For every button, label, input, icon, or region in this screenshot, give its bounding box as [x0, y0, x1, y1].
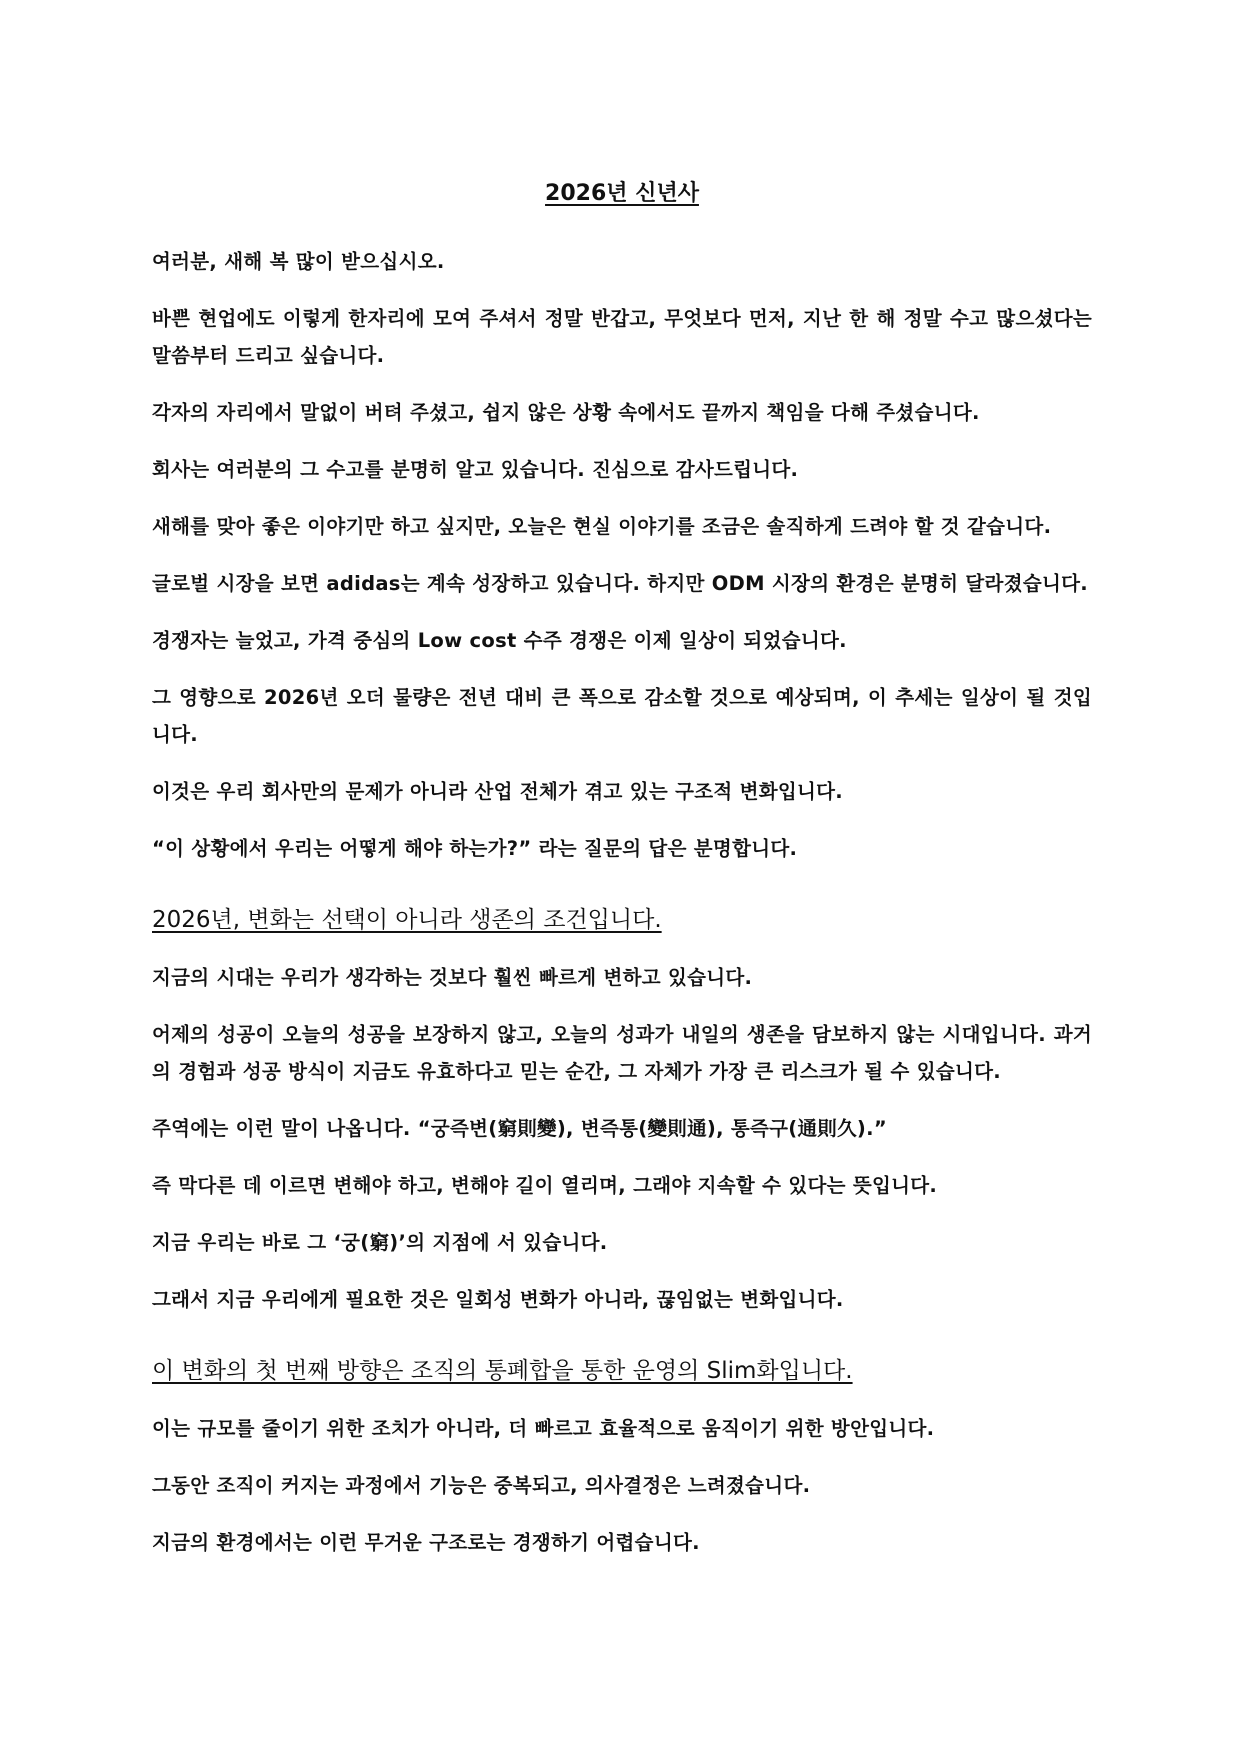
document-title: 2026년 신년사	[545, 181, 699, 206]
paragraph: 여러분, 새해 복 많이 받으십시오.	[152, 249, 445, 273]
paragraph: 경쟁자는 늘었고, 가격 중심의 Low cost 수주 경쟁은 이제 일상이 되었습니다.	[152, 628, 847, 652]
paragraph: 주역에는 이런 말이 나옵니다. “궁즉변(窮則變), 변즉통(變則通), 통즉구(通則久).”	[152, 1116, 887, 1140]
document-page	[152, 180, 1092, 1581]
paragraph: 지금 우리는 바로 그 ‘궁(窮)’의 지점에 서 있습니다.	[152, 1230, 608, 1254]
paragraph: 새해를 맞아 좋은 이야기만 하고 싶지만, 오늘은 현실 이야기를 조금은 솔직하게 드려야 할 것 같습니다.	[152, 514, 1052, 538]
paragraph: 어제의 성공이 오늘의 성공을 보장하지 않고, 오늘의 성과가 내일의 생존을 담보하지 않는 시대입니다. 과거의 경험과 성공 방식이 지금도 유효하다고 믿는 순간, 그 자체가 가장 큰 리스크가 될 수 있습니다.	[152, 1022, 1092, 1083]
section-heading: 2026년, 변화는 선택이 아니라 생존의 조건입니다.	[152, 906, 662, 933]
paragraph: 그동안 조직이 커지는 과정에서 기능은 중복되고, 의사결정은 느려졌습니다.	[152, 1473, 811, 1497]
paragraph: 지금의 환경에서는 이런 무거운 구조로는 경쟁하기 어렵습니다.	[152, 1530, 700, 1554]
paragraph: 그 영향으로 2026년 오더 물량은 전년 대비 큰 폭으로 감소할 것으로 예상되며, 이 추세는 일상이 될 것입니다.	[152, 685, 1092, 746]
paragraph: 글로벌 시장을 보면 adidas는 계속 성장하고 있습니다. 하지만 ODM 시장의 환경은 분명히 달라졌습니다.	[152, 571, 1088, 595]
paragraph: 바쁜 현업에도 이렇게 한자리에 모여 주셔서 정말 반갑고, 무엇보다 먼저, 지난 한 해 정말 수고 많으셨다는 말씀부터 드리고 싶습니다.	[152, 306, 1092, 367]
paragraph: 회사는 여러분의 그 수고를 분명히 알고 있습니다. 진심으로 감사드립니다.	[152, 457, 799, 481]
paragraph: 즉 막다른 데 이르면 변해야 하고, 변해야 길이 열리며, 그래야 지속할 수 있다는 뜻입니다.	[152, 1173, 938, 1197]
paragraph: “이 상황에서 우리는 어떻게 해야 하는가?” 라는 질문의 답은 분명합니다.	[152, 836, 798, 860]
paragraph: 이것은 우리 회사만의 문제가 아니라 산업 전체가 겪고 있는 구조적 변화입니다.	[152, 779, 843, 803]
section-heading: 이 변화의 첫 번째 방향은 조직의 통폐합을 통한 운영의 Slim화입니다.	[152, 1357, 853, 1384]
paragraph: 이는 규모를 줄이기 위한 조치가 아니라, 더 빠르고 효율적으로 움직이기 위한 방안입니다.	[152, 1416, 935, 1440]
paragraph: 각자의 자리에서 말없이 버텨 주셨고, 쉽지 않은 상황 속에서도 끝까지 책임을 다해 주셨습니다.	[152, 400, 980, 424]
paragraph: 그래서 지금 우리에게 필요한 것은 일회성 변화가 아니라, 끊임없는 변화입니다.	[152, 1287, 844, 1311]
paragraph: 지금의 시대는 우리가 생각하는 것보다 훨씬 빠르게 변하고 있습니다.	[152, 965, 753, 989]
